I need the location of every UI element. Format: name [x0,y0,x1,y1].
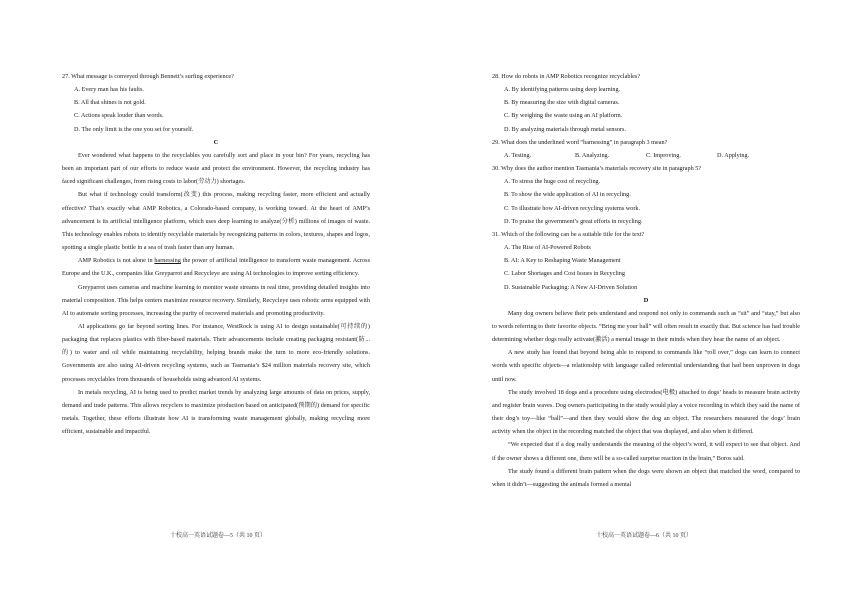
passage-c-paragraph-4: Greyparrot uses cameras and machine learning to monitor waste streams in real time, providing detailed insights into material composition. This helps centers maximize resource recovery. Similarly, Recycleye uses robotic arms equipped with AI to automate sorting processes, increasing the purity of recovered materials and promoting productivity. [62,283,370,317]
underlined-word-harnessing: harnessing [154,257,181,265]
passage-c-paragraph-3 [62,254,370,280]
passage-c-paragraph-1: Ever wondered what happens to the recyclables you carefully sort and place in your bin? For years, recycling has been an important part of our efforts to reduce waste and protect the environment. However, the recycling industry has faced significant challenges, from rising costs to labor(劳动力) shortages. [62,151,370,186]
question-29-options [492,149,800,162]
question-31-option-d: D. Sustainable Packaging: A New AI-Driven Solution [504,283,638,291]
question-27-option-c: C. Actions speak louder than words. [74,112,164,120]
question-29-option-a: A. Testing. [504,151,532,159]
left-column [62,70,370,438]
question-30-option-d: D. To praise the government’s great efforts in recycling. [504,217,643,225]
passage-c-paragraph-6: In metals recycling, AI is being used to predict market trends by analyzing large amounts of data on prices, supply, demand and trade patterns. This allows recyclers to maximize production based on anticipated(预期的) demand for specific metals. Together, these efforts illustrate how AI is transforming waste management globally, making recycling more efficient, sustainable and impactful. [62,388,370,436]
paragraph-3-text-before: AMP Robotics is not alone in [78,257,155,265]
right-column [492,70,800,491]
paragraph-3-text-after: the power of artificial intelligence to transform waste management. Across Europe and the U.K., companies like Greyparrot and Recycleye are using AI technologies to improve sorting efficiency. [62,257,370,278]
question-29-option-b: B. Analyzing. [575,151,610,159]
passage-d-paragraph-3: The study involved 18 dogs and a procedure using electrodes(电极) attached to dogs’ heads to measure brain activity and register brain waves. Dog owners participating in the study would play a voice recording in which they said the name of their dog’s toy—like “ball”—and then they would show the dog an object. The researchers measured the dogs’ brain activity when the object in the recording matched the object that was displayed, and also when it differed. [492,388,800,436]
page-footer-right: 十校高一英语试题卷—6（共 10 页） [596,533,693,539]
question-27-option-d: D. The only limit is the one you set for yourself. [74,125,194,133]
question-31-option-b: B. AI: A Key to Reshaping Waste Management [504,257,621,265]
question-31-stem: 31. Which of the following can be a suitable title for the text? [492,230,645,238]
question-27-option-b: B. All that shines is not gold. [74,99,146,107]
passage-d-paragraph-4: “We expected that if a dog really understands the meaning of the object’s word, it will expect to see that object. And if the owner shows a different one, there will be a so-called surprise reaction in the brain,” Boros said. [492,441,800,462]
question-28-option-c: C. By weighing the waste using an AI platform. [504,112,623,120]
passage-d-paragraph-1: Many dog owners believe their pets understand and respond not only to commands such as “sit” and “stay,” but also to words referring to their favorite objects. “Bring me your ball” will often result in exactly that. But science has had trouble determining whether dogs really activate(激活) a mental image in their minds when they hear the name of an object. [492,309,800,344]
question-28-option-d: D. By analyzing materials through metal sensors. [504,125,627,133]
question-27-option-a: A. Every man has his faults. [74,86,144,94]
question-30-stem: 30. Why does the author mention Tasmania’s materials recovery site in paragraph 5? [492,165,702,173]
question-30-option-b: B. To show the wide application of AI in recycling. [504,191,631,199]
page-footer-left: 十校高一英语试题卷—5（共 10 页） [170,533,267,539]
passage-d-heading: D [643,296,649,304]
question-31-option-c: C. Labor Shortages and Cost Issues in Recycling [504,270,625,278]
question-28-stem: 28. How do robots in AMP Robotics recognize recyclables? [492,73,641,80]
question-29-stem: 29. What does the underlined word “harnessing” in paragraph 3 mean? [492,138,668,146]
passage-d-paragraph-5: The study found a different brain pattern when the dogs were shown an object that matched the word, compared to when it didn’t—suggesting the animals formed a mental [492,467,800,488]
question-29-option-d: D. Applying. [717,151,750,159]
question-28-option-b: B. By measuring the size with digital cameras. [504,99,620,107]
passage-c-heading: C [213,138,219,146]
question-27-stem: 27. What message is conveyed through Bennett’s surfing experience? [62,73,234,80]
question-31-option-a: A. The Rise of AI-Powered Robots [504,244,591,252]
passage-c-paragraph-5: AI applications go far beyond sorting lines. For instance, WestRock is using AI to design sustainable(可持续的) packaging that replaces plastics with fiber-based materials. Their advancements include creating packaging resistant(防...的) to water and oil while maintaining recyclability, helping brands make the turn to more eco-friendly solutions. Governments are also using AI-driven recycling systems, such as Tasmania’s $24 million materials recovery site, which processes recyclables from thousands of households using advanced AI systems. [62,322,370,383]
passage-d-paragraph-2: A new study has found that beyond being able to respond to commands like “roll over,” dogs can learn to connect words with specific objects—a relationship with language called referential understanding that had been unproven in dogs until now. [492,349,800,383]
question-30-option-c: C. To illustrate how AI-driven recycling systems work. [504,204,641,212]
passage-c-paragraph-2: But what if technology could transform(改变) this process, making recycling faster, more efficient and actually effective? That’s exactly what AMP Robotics, a Colorado-based company, is working toward. At the heart of AMP’s advancement is its artificial intelligence platform, which uses deep learning to analyze(分析) millions of images of waste. This technology enables robots to identify recyclable materials by recognizing patterns in colors, textures, shapes and logos, spotting a single plastic bottle in a sea of trash faster than any human. [62,191,370,252]
question-30-option-a: A. To stress the huge cost of recycling. [504,178,601,186]
question-28-option-a: A. By identifying patterns using deep learning. [504,86,621,94]
question-29-option-c: C. Improving. [646,151,681,159]
